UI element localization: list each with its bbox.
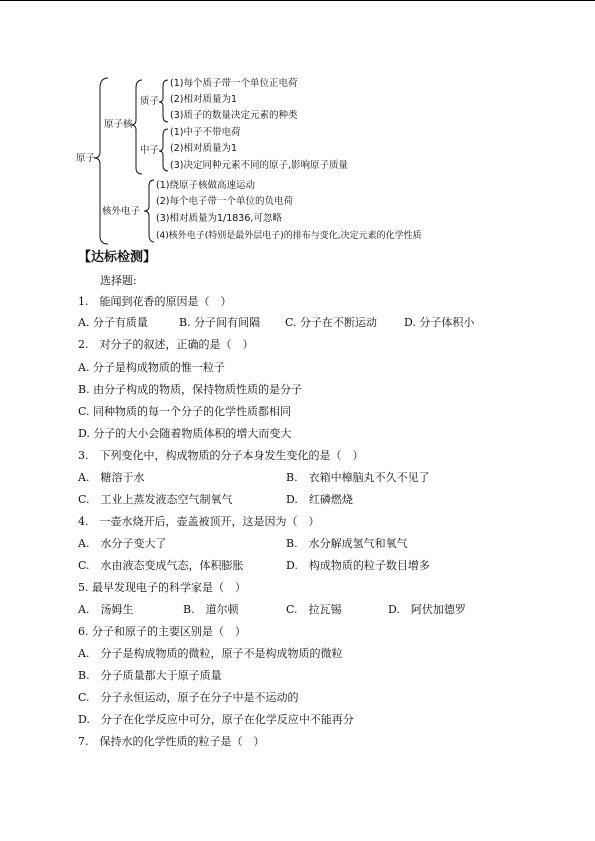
q4-option-c[interactable]: C. 水由液态变成气态，体积膨胀 bbox=[78, 559, 244, 572]
section-title: 【达标检测】 bbox=[78, 250, 157, 265]
q3-option-b[interactable]: B. 衣箱中樟脑丸不久不见了 bbox=[286, 471, 430, 484]
proton-label: 质子 bbox=[140, 96, 160, 107]
top-border bbox=[0, 0, 595, 1]
q4-option-d[interactable]: D. 构成物质的粒子数目增多 bbox=[286, 559, 430, 572]
electron-item-4: (4)核外电子(特别是最外层电子)的排布与变化,决定元素的化学性质 bbox=[156, 231, 422, 241]
question-3-stem: 3. 下列变化中，构成物质的分子本身发生变化的是（ ） bbox=[78, 449, 364, 462]
q2-option-d[interactable]: D. 分子的大小会随着物质体积的增大而变大 bbox=[78, 427, 292, 440]
q3-option-d[interactable]: D. 红磷燃烧 bbox=[286, 493, 353, 506]
q5-option-a[interactable]: A. 汤姆生 bbox=[78, 603, 134, 616]
q1-option-d[interactable]: D. 分子体积小 bbox=[404, 316, 475, 329]
q4-option-b[interactable]: B. 水分解成氢气和氧气 bbox=[286, 537, 408, 550]
neutron-item-1: (1)中子不带电荷 bbox=[170, 127, 241, 138]
q6-option-d[interactable]: D. 分子在化学反应中可分，原子在化学反应中不能再分 bbox=[78, 713, 354, 726]
q2-option-b[interactable]: B. 由分子构成的物质，保持物质性质的是分子 bbox=[78, 383, 303, 396]
q1-option-c[interactable]: C. 分子在不断运动 bbox=[285, 316, 378, 329]
q4-option-a[interactable]: A. 水分子变大了 bbox=[78, 537, 167, 550]
question-6-stem: 6. 分子和原子的主要区别是（ ） bbox=[78, 625, 246, 638]
question-2-stem: 2. 对分子的叙述，正确的是（ ） bbox=[78, 338, 254, 351]
q1-option-a[interactable]: A. 分子有质量 bbox=[78, 316, 148, 329]
intro-text: 选择题: bbox=[100, 274, 137, 287]
neutron-label: 中子 bbox=[140, 145, 160, 156]
neutron-item-3: (3)决定同种元素不同的原子,影响原子质量 bbox=[170, 160, 348, 171]
q5-option-d[interactable]: D. 阿伏加德罗 bbox=[388, 603, 466, 616]
q1-option-b[interactable]: B. 分子间有间隔 bbox=[179, 316, 261, 329]
question-1-stem: 1. 能闻到花香的原因是（ ） bbox=[78, 295, 232, 308]
proton-item-3: (3)质子的数量决定元素的种类 bbox=[170, 110, 298, 121]
atom-structure-diagram bbox=[74, 74, 456, 248]
q3-option-a[interactable]: A. 糖溶于水 bbox=[78, 471, 145, 484]
q5-option-c[interactable]: C. 拉瓦锡 bbox=[286, 603, 342, 616]
q3-option-c[interactable]: C. 工业上蒸发液态空气制氧气 bbox=[78, 493, 233, 506]
atom-label: 原子 bbox=[76, 153, 96, 164]
q6-option-a[interactable]: A. 分子是构成物质的微粒，原子不是构成物质的微粒 bbox=[78, 647, 343, 660]
question-4-stem: 4. 一壶水烧开后，壶盖被顶开，这是因为（ ） bbox=[78, 515, 320, 528]
proton-item-2: (2)相对质量为1 bbox=[170, 94, 238, 105]
electron-item-2: (2)每个电子带一个单位的负电荷 bbox=[156, 196, 293, 207]
electron-item-1: (1)绕原子核做高速运动 bbox=[156, 180, 255, 191]
question-7-stem: 7. 保持水的化学性质的粒子是（ ） bbox=[78, 735, 265, 748]
nucleus-label: 原子核 bbox=[104, 119, 133, 130]
question-5-stem: 5. 最早发现电子的科学家是（ ） bbox=[78, 581, 246, 594]
q6-option-c[interactable]: C. 分子永恒运动，原子在分子中是不运动的 bbox=[78, 691, 299, 704]
q2-option-c[interactable]: C. 同种物质的每一个分子的化学性质都相同 bbox=[78, 405, 292, 418]
q5-option-b[interactable]: B. 道尔顿 bbox=[183, 603, 239, 616]
q6-option-b[interactable]: B. 分子质量都大于原子质量 bbox=[78, 669, 222, 682]
q2-option-a[interactable]: A. 分子是构成物质的惟一粒子 bbox=[78, 361, 225, 374]
proton-item-1: (1)每个质子带一个单位正电荷 bbox=[170, 78, 298, 89]
electron-label: 核外电子 bbox=[102, 206, 141, 217]
neutron-item-2: (2)相对质量为1 bbox=[170, 143, 238, 154]
electron-item-3: (3)相对质量为1/1836,可忽略 bbox=[156, 213, 282, 224]
